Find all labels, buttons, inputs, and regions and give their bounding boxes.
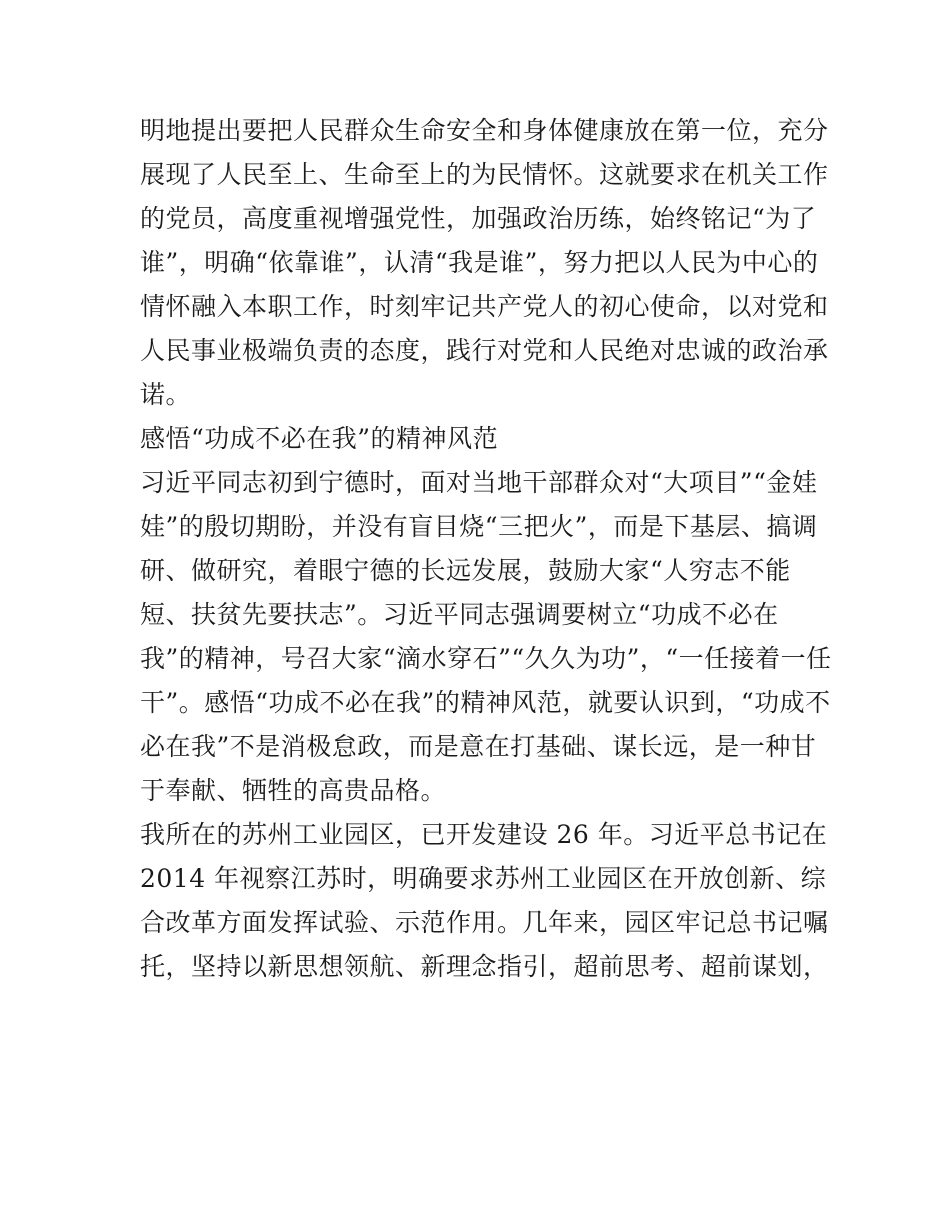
text-line: 我”的精神，号召大家“滴水穿石”“久久为功”，“一任接着一任	[140, 644, 832, 673]
section-heading: 感悟“功成不必在我”的精神风范	[140, 424, 499, 453]
text-line: 必在我”不是消极怠政，而是意在打基础、谋长远，是一种甘	[140, 732, 817, 761]
text-line: 短、扶贫先要扶志”。习近平同志强调要树立“功成不必在	[140, 600, 779, 629]
text-line: 托，坚持以新思想领航、新理念指引，超前思考、超前谋划，	[140, 952, 829, 981]
text-line: 我所在的苏州工业园区，已开发建设 26 年。习近平总书记在	[140, 820, 828, 849]
text-line: 于奉献、牺牲的高贵品格。	[140, 776, 447, 805]
text-line: 合改革方面发挥试验、示范作用。几年来，园区牢记总书记嘱	[140, 908, 829, 937]
body-text	[140, 109, 832, 989]
text-line: 干”。感悟“功成不必在我”的精神风范，就要认识到，“功成不	[140, 688, 831, 717]
text-line: 研、做研究，着眼宁德的长远发展，鼓励大家“人穷志不能	[140, 556, 791, 585]
text-line: 人民事业极端负责的态度，践行对党和人民绝对忠诚的政治承	[140, 336, 829, 365]
text-line: 展现了人民至上、生命至上的为民情怀。这就要求在机关工作	[140, 160, 829, 189]
text-line: 娃”的殷切期盼，并没有盲目烧“三把火”，而是下基层、搞调	[140, 512, 818, 541]
text-line: 习近平同志初到宁德时，面对当地干部群众对“大项目”“金娃	[140, 468, 818, 497]
text-line: 情怀融入本职工作，时刻牢记共产党人的初心使命，以对党和	[140, 292, 829, 321]
text-line: 的党员，高度重视增强党性，加强政治历练，始终铭记“为了	[140, 204, 817, 233]
text-line: 谁”，明确“依靠谁”，认清“我是谁”，努力把以人民为中心的	[140, 248, 819, 277]
text-line: 2014 年视察江苏时，明确要求苏州工业园区在开放创新、综	[140, 864, 827, 893]
text-line: 明地提出要把人民群众生命安全和身体健康放在第一位，充分	[140, 116, 829, 145]
text-line: 诺。	[140, 380, 192, 409]
